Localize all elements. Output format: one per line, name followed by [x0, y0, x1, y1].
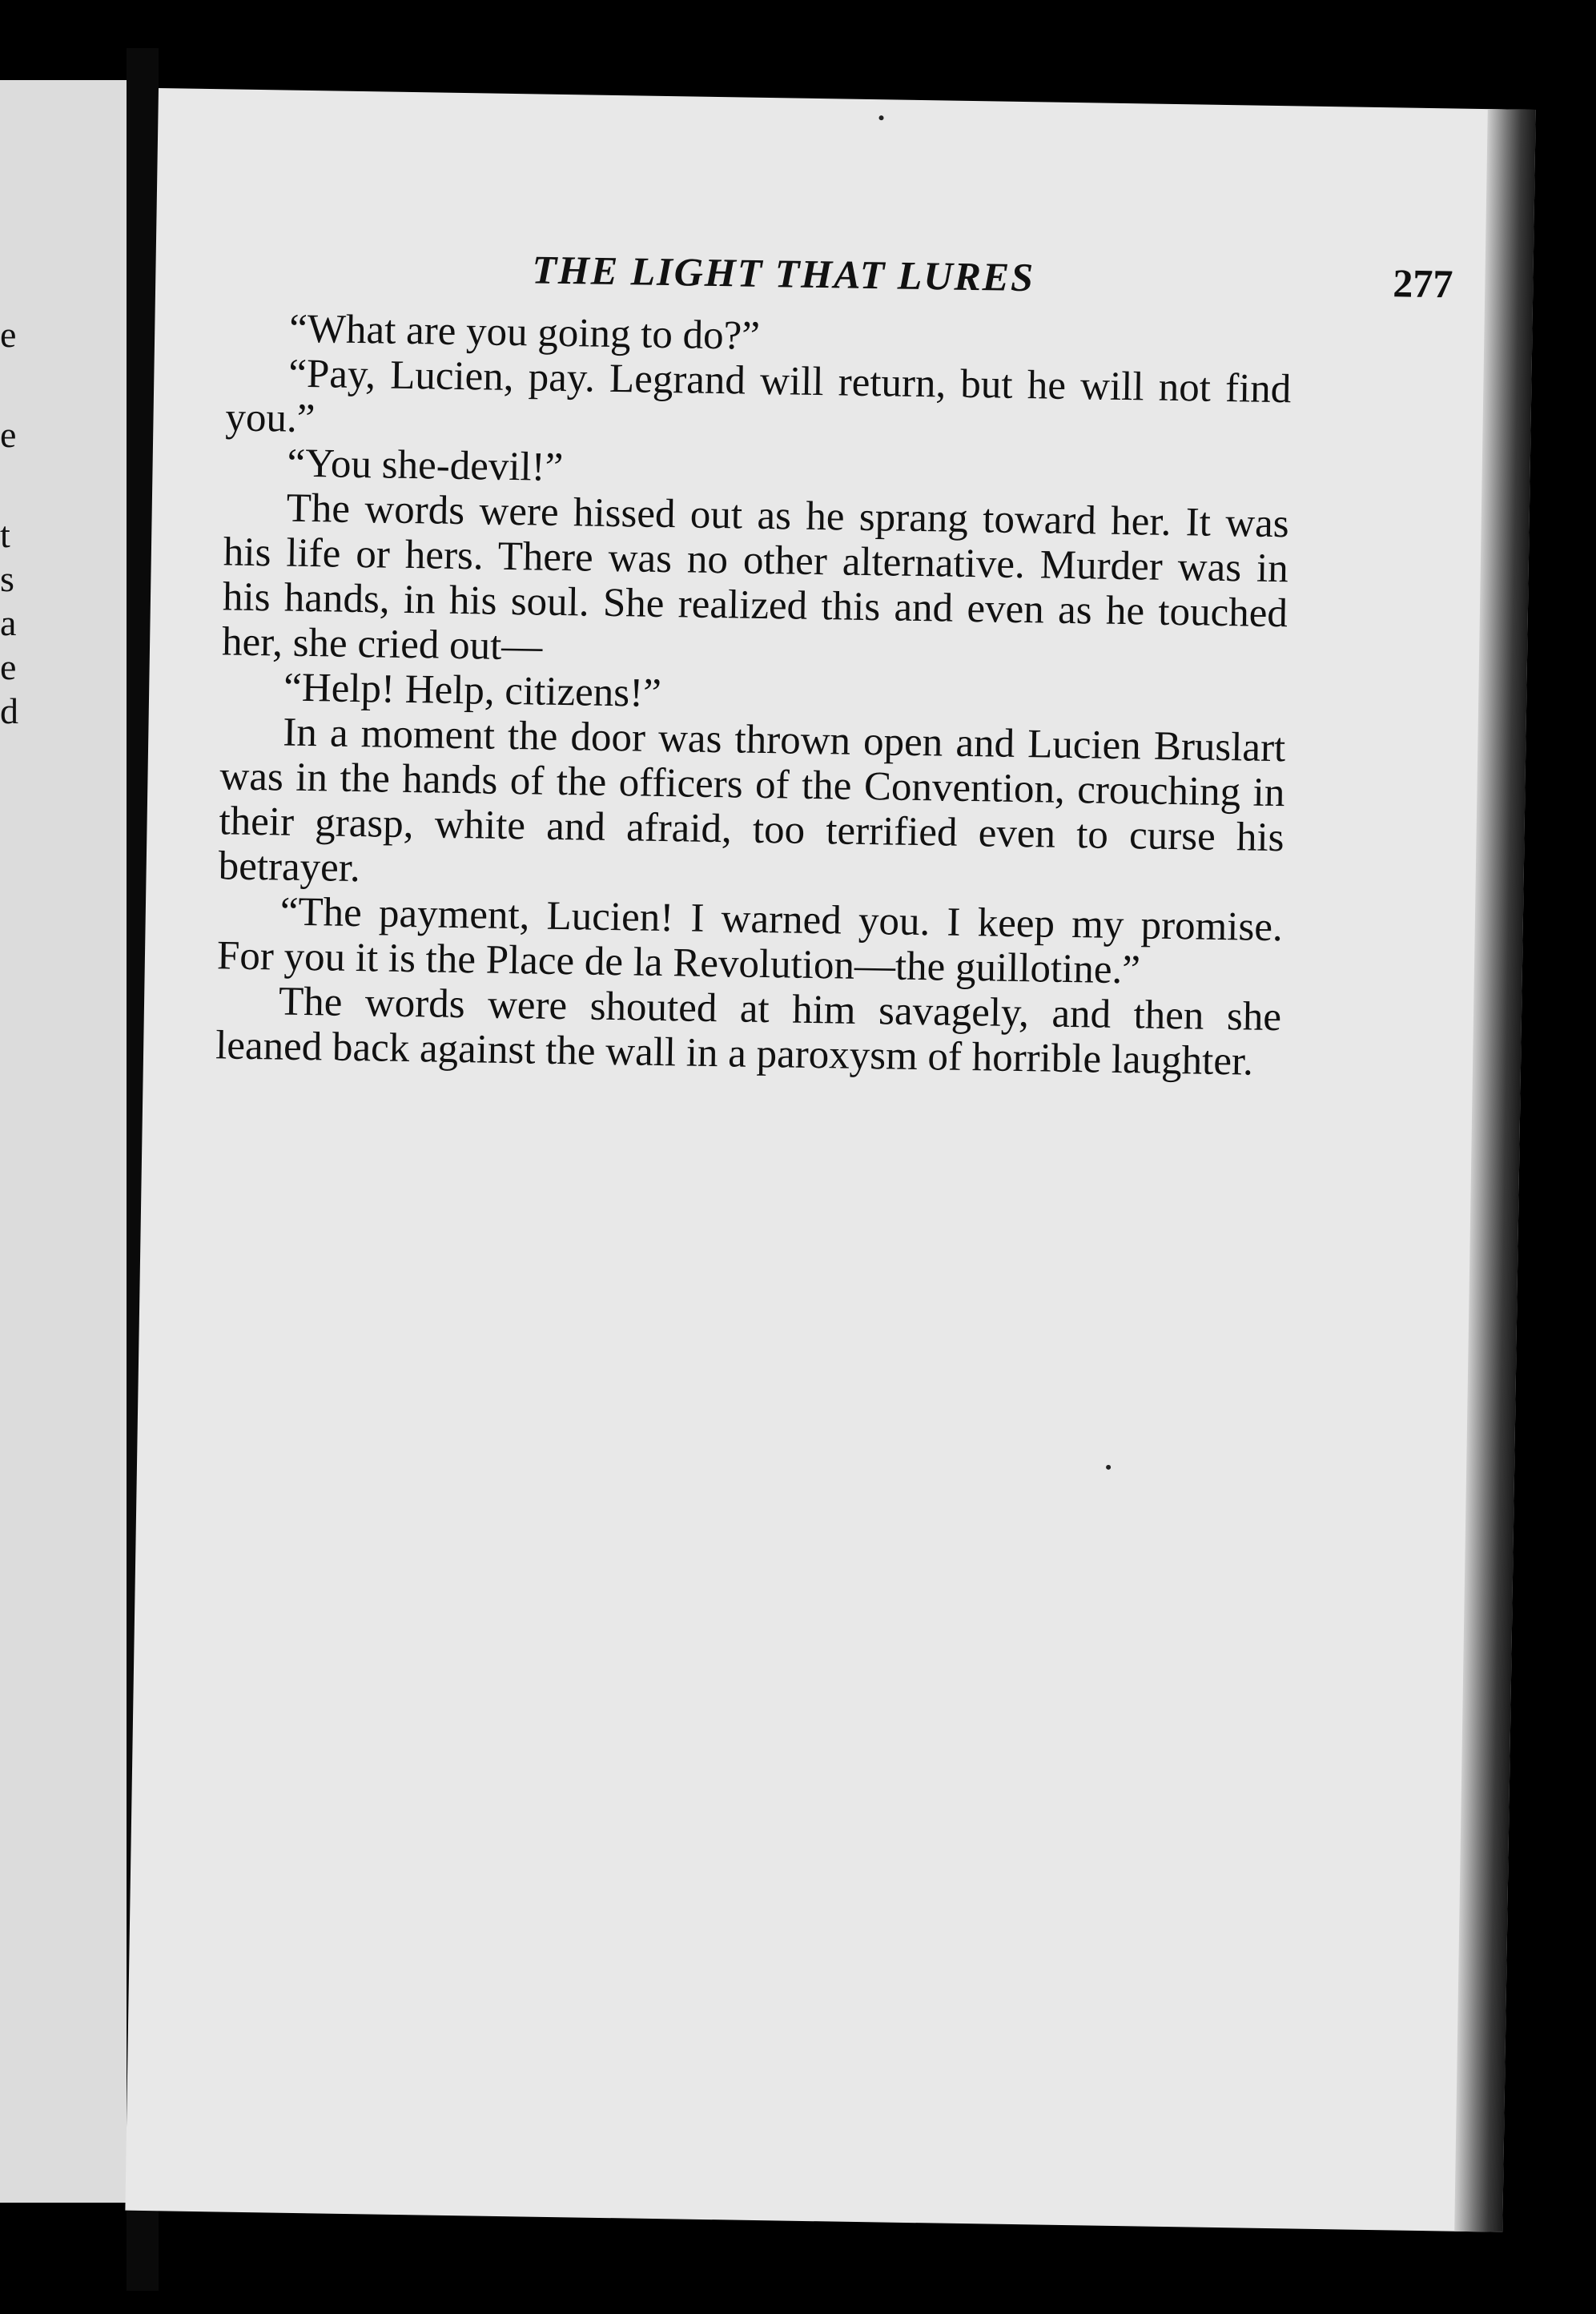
paragraph: “Help! Help, citizens!” — [283, 665, 662, 716]
paragraph: The words were shouted at him savagely, and then she leaned back against the wall in a paroxysm of horrible laughter. — [215, 979, 1282, 1085]
left-page-letter: e — [0, 414, 17, 455]
left-page-letter: d — [0, 690, 18, 731]
paragraph: “The payment, Lucien! I warned you. I keep my promise. For you it is the Place de la Revolution—the guillotine.” — [216, 889, 1284, 993]
left-page-letter: s — [0, 558, 14, 599]
page-edge — [1454, 109, 1536, 2232]
page-number: 277 — [1392, 260, 1453, 307]
left-page-letter: e — [0, 646, 17, 687]
paragraph: “What are you going to do?” — [288, 306, 761, 359]
book-page — [125, 88, 1535, 2232]
left-page-fragment — [0, 80, 127, 2203]
body-text — [215, 305, 1292, 1085]
paragraph: The words were hissed out as he sprang toward her. It was his life or hers. There was no other alternative. Murder was in his hands, in his soul. She realized this and even as he touched her, she cried out— — [221, 485, 1290, 670]
left-page-letter: a — [0, 602, 17, 643]
scan-speck — [878, 115, 883, 120]
scan-speck — [1106, 1465, 1111, 1470]
left-page-letter: e — [0, 314, 17, 355]
running-head: THE LIGHT THAT LURES — [532, 247, 1035, 300]
page-header — [227, 241, 1453, 308]
left-page-letter: t — [0, 514, 10, 555]
paragraph: “You she-devil!” — [287, 441, 564, 490]
paragraph: In a moment the door was thrown open and Lucien Bruslart was in the hands of the officers of the Convention, crouching in their grasp, white and afraid, too terrified even to curse his betrayer. — [218, 710, 1286, 891]
paragraph: “Pay, Lucien, pay. Legrand will return, but he will not find you.” — [225, 351, 1292, 442]
